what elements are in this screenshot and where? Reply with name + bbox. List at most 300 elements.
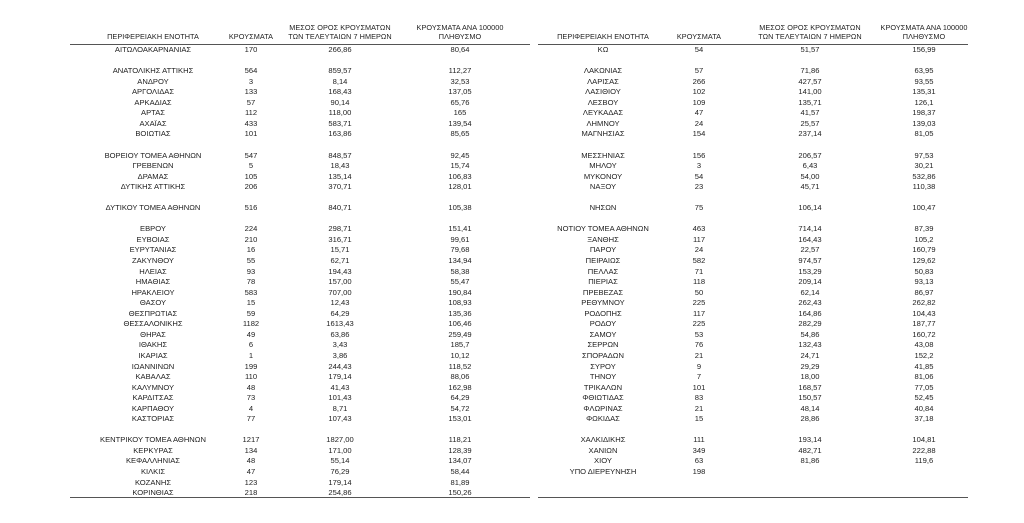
cell-cases: 266 xyxy=(692,76,706,86)
cell-avg7: 25,57 xyxy=(800,118,820,128)
cell-region: ΚΑΡΔΙΤΣΑΣ xyxy=(132,393,174,403)
cell-avg7: 168,43 xyxy=(328,87,352,97)
cell-per100k: 81,06 xyxy=(914,372,934,382)
cell-per100k: 262,82 xyxy=(912,298,936,308)
table-row xyxy=(70,298,530,308)
cell-region: ΙΚΑΡΙΑΣ xyxy=(138,350,168,360)
cell-avg7: 859,57 xyxy=(328,66,352,76)
cell-avg7: 194,43 xyxy=(328,266,352,276)
cell-cases: 547 xyxy=(244,150,258,160)
cell-avg7: 62,14 xyxy=(800,287,820,297)
cell-region: ΓΡΕΒΕΝΩΝ xyxy=(132,161,174,171)
table-row xyxy=(70,362,530,372)
cell-region: ΧΑΛΚΙΔΙΚΗΣ xyxy=(580,435,626,445)
cell-per100k: 156,99 xyxy=(912,45,936,54)
cell-avg7: 18,00 xyxy=(800,372,820,382)
table-row xyxy=(70,383,530,393)
cell-per100k: 160,79 xyxy=(912,245,936,255)
cell-per100k: 108,93 xyxy=(448,298,472,308)
cell-cases: 564 xyxy=(244,66,258,76)
cell-cases: 24 xyxy=(694,245,704,255)
cell-cases: 463 xyxy=(692,224,706,234)
cell-per100k: 77,05 xyxy=(914,382,934,392)
cell-avg7: 62,71 xyxy=(330,256,350,265)
cell-per100k: 97,53 xyxy=(914,150,934,160)
cell-region: ΙΩΑΝΝΙΝΩΝ xyxy=(131,361,175,371)
cell-per100k: 162,98 xyxy=(448,382,472,392)
cell-region: ΔΥΤΙΚΟΥ ΤΟΜΕΑ ΑΘΗΝΩΝ xyxy=(105,203,201,213)
cell-avg7: 262,43 xyxy=(798,298,822,308)
table-row xyxy=(538,224,968,234)
cell-region: ΡΟΔΟΠΗΣ xyxy=(584,308,622,318)
right-table-header xyxy=(538,18,968,45)
cell-cases: 21 xyxy=(694,403,704,413)
cell-avg7: 135,14 xyxy=(328,171,352,181)
cell-cases: 433 xyxy=(244,118,258,128)
table-row xyxy=(538,298,968,308)
cell-cases: 3 xyxy=(248,76,254,86)
cell-per100k: 40,84 xyxy=(914,403,934,413)
cell-region: ΛΕΥΚΑΔΑΣ xyxy=(582,108,624,118)
table-row xyxy=(538,108,968,118)
cell-per100k: 41,85 xyxy=(914,361,934,371)
cell-cases: 77 xyxy=(246,414,256,424)
cell-per100k: 80,64 xyxy=(450,45,470,54)
table-row xyxy=(70,129,530,139)
cell-cases: 1217 xyxy=(242,435,260,445)
table-row xyxy=(70,151,530,161)
cell-cases: 54 xyxy=(694,45,704,54)
cell-region: ΚΑΡΠΑΘΟΥ xyxy=(131,403,175,413)
cell-avg7: 974,57 xyxy=(798,256,822,265)
cell-avg7: 54,00 xyxy=(800,171,820,181)
cell-region: ΛΑΡΙΣΑΣ xyxy=(587,76,619,86)
table-row xyxy=(70,98,530,108)
cell-region: ΔΡΑΜΑΣ xyxy=(137,171,169,181)
cell-per100k: 87,39 xyxy=(914,224,934,234)
cell-cases: 6 xyxy=(248,340,254,350)
table-row xyxy=(70,245,530,255)
cell-per100k: 86,97 xyxy=(914,287,934,297)
cell-cases: 24 xyxy=(694,118,704,128)
cell-avg7: 298,71 xyxy=(328,224,352,234)
cell-cases: 134 xyxy=(244,445,258,455)
table-row xyxy=(70,77,530,87)
table-row xyxy=(70,256,530,266)
cell-cases: 54 xyxy=(694,171,704,181)
table-row xyxy=(70,235,530,245)
table-row xyxy=(538,446,968,456)
cell-per100k: 165 xyxy=(453,108,467,118)
cell-per100k: 85,65 xyxy=(450,129,470,139)
table-row xyxy=(538,235,968,245)
cell-avg7: 76,29 xyxy=(330,467,350,476)
cell-avg7: 168,57 xyxy=(798,382,822,392)
cell-region: ΚΙΛΚΙΣ xyxy=(140,467,166,476)
table-row xyxy=(538,319,968,329)
cell-cases: 47 xyxy=(246,467,256,476)
table-row xyxy=(538,351,968,361)
cell-avg7: 1613,43 xyxy=(326,319,354,329)
table-row xyxy=(70,372,530,382)
cell-per100k: 118,52 xyxy=(448,361,472,371)
table-row xyxy=(538,340,968,350)
right-table-bottom-rule xyxy=(538,497,968,498)
cell-region: ΘΕΣΣΑΛΟΝΙΚΗΣ xyxy=(123,319,183,329)
cell-avg7: 81,86 xyxy=(800,456,820,466)
table-row xyxy=(538,456,968,466)
cell-per100k: 92,45 xyxy=(450,150,470,160)
cell-per100k: 112,27 xyxy=(448,66,472,76)
cell-cases: 5 xyxy=(248,161,254,171)
table-row xyxy=(70,435,530,445)
cell-avg7: 164,86 xyxy=(798,308,822,318)
cell-per100k: 137,05 xyxy=(448,87,472,97)
cell-cases: 210 xyxy=(244,234,258,244)
table-row xyxy=(538,393,968,403)
cell-cases: 50 xyxy=(694,287,704,297)
cell-cases: 48 xyxy=(246,382,256,392)
cell-avg7: 1827,00 xyxy=(326,435,354,445)
cell-region: ΚΑΒΑΛΑΣ xyxy=(135,372,171,382)
cell-cases: 73 xyxy=(246,393,256,403)
table-row xyxy=(538,172,968,182)
cell-region: ΕΒΡΟΥ xyxy=(140,224,166,234)
table-row xyxy=(538,277,968,287)
cell-avg7: 51,57 xyxy=(800,45,820,54)
cell-cases: 101 xyxy=(692,382,706,392)
cell-per100k: 64,29 xyxy=(450,393,470,403)
table-row xyxy=(70,330,530,340)
cell-region: ΚΩ xyxy=(597,45,609,54)
cell-region: ΛΕΣΒΟΥ xyxy=(587,97,619,107)
cell-avg7: 45,71 xyxy=(800,182,820,192)
cell-region: ΘΗΡΑΣ xyxy=(140,329,166,339)
cell-region: ΕΥΡΥΤΑΝΙΑΣ xyxy=(129,245,177,255)
cell-region: ΛΑΚΩΝΙΑΣ xyxy=(583,66,623,76)
cell-region: ΣΕΡΡΩΝ xyxy=(587,340,619,350)
table-row xyxy=(70,288,530,298)
table-row xyxy=(70,161,530,171)
cell-avg7: 282,29 xyxy=(798,319,822,329)
cell-avg7: 22,57 xyxy=(800,245,820,255)
cell-cases: 63 xyxy=(694,456,704,466)
cell-cases: 1182 xyxy=(242,319,260,329)
cell-region: ΒΟΡΕΙΟΥ ΤΟΜΕΑ ΑΘΗΝΩΝ xyxy=(104,150,202,160)
cell-region: ΣΥΡΟΥ xyxy=(590,361,616,371)
cell-per100k: 129,62 xyxy=(912,256,936,265)
cell-region: ΡΕΘΥΜΝΟΥ xyxy=(581,298,625,308)
cell-region: ΛΑΣΙΘΙΟΥ xyxy=(585,87,621,97)
cell-per100k: 81,05 xyxy=(914,129,934,139)
cell-avg7: 3,86 xyxy=(332,350,348,360)
cell-cases: 49 xyxy=(246,329,256,339)
table-row xyxy=(538,98,968,108)
cell-cases: 156 xyxy=(692,150,706,160)
table-row xyxy=(538,467,968,477)
table-row xyxy=(70,351,530,361)
cell-avg7: 41,57 xyxy=(800,108,820,118)
cell-cases: 21 xyxy=(694,350,704,360)
cell-avg7: 163,86 xyxy=(328,129,352,139)
cell-cases: 170 xyxy=(244,45,258,54)
cell-cases: 111 xyxy=(693,435,705,445)
cell-region: ΑΧΑΪΑΣ xyxy=(139,118,167,128)
cell-per100k: 118,21 xyxy=(448,435,472,445)
cell-cases: 57 xyxy=(694,66,704,76)
cell-region: ΚΑΣΤΟΡΙΑΣ xyxy=(131,414,175,424)
cell-per100k: 65,76 xyxy=(450,97,470,107)
cell-region: ΣΠΟΡΑΔΩΝ xyxy=(582,350,624,360)
cell-cases: 583 xyxy=(244,287,258,297)
table-row xyxy=(538,414,968,424)
table-row xyxy=(538,119,968,129)
cell-per100k: 58,44 xyxy=(450,467,470,476)
table-row xyxy=(70,467,530,477)
cell-per100k: 187,77 xyxy=(912,319,936,329)
cell-cases: 123 xyxy=(244,477,258,487)
cell-cases: 154 xyxy=(692,129,706,139)
cell-avg7: 254,86 xyxy=(328,488,352,498)
cell-region: ΠΕΛΛΑΣ xyxy=(587,266,619,276)
cell-region: ΙΘΑΚΗΣ xyxy=(138,340,168,350)
cell-per100k: 81,89 xyxy=(450,477,470,487)
cell-region: ΚΕΡΚΥΡΑΣ xyxy=(133,445,173,455)
cell-avg7: 370,71 xyxy=(328,182,352,192)
cell-per100k: 99,61 xyxy=(450,234,470,244)
cell-region: ΑΝΔΡΟΥ xyxy=(137,76,169,86)
cell-cases: 47 xyxy=(694,108,704,118)
table-row xyxy=(538,435,968,445)
table-row xyxy=(70,224,530,234)
cell-per100k: 135,36 xyxy=(448,308,472,318)
cell-avg7: 71,86 xyxy=(800,66,820,76)
cell-per100k: 58,38 xyxy=(450,266,470,276)
cell-per100k: 126,1 xyxy=(914,97,934,107)
table-row xyxy=(538,362,968,372)
cell-avg7: 206,57 xyxy=(798,150,822,160)
cell-region: ΕΥΒΟΙΑΣ xyxy=(136,234,170,244)
header-avg7: ΜΕΣΟΣ ΟΡΟΣ ΚΡΟΥΣΜΑΤΩΝ ΤΩΝ ΤΕΛΕΥΤΑΙΩΝ 7 ΗΜΕΡΩΝ xyxy=(758,23,862,41)
cell-cases: 15 xyxy=(694,414,704,424)
table-row xyxy=(70,182,530,192)
cell-avg7: 179,14 xyxy=(328,477,352,487)
cell-cases: 9 xyxy=(696,361,702,371)
cell-avg7: 171,00 xyxy=(328,445,352,455)
header-region: ΠΕΡΙΦΕΡΕΙΑΚΗ ΕΝΟΤΗΤΑ xyxy=(557,31,649,41)
table-row xyxy=(538,45,968,55)
cell-cases: 15 xyxy=(246,298,256,308)
table-row xyxy=(538,330,968,340)
cell-per100k: 54,72 xyxy=(450,403,470,413)
table-row xyxy=(70,277,530,287)
header-cases: ΚΡΟΥΣΜΑΤΑ xyxy=(228,31,274,41)
cell-per100k: 105,38 xyxy=(448,203,472,213)
cell-per100k: 63,95 xyxy=(914,66,934,76)
cell-avg7: 707,00 xyxy=(328,287,352,297)
table-row xyxy=(70,108,530,118)
table-row xyxy=(70,66,530,76)
cell-avg7: 55,14 xyxy=(330,456,350,466)
cell-cases: 23 xyxy=(694,182,704,192)
cell-cases: 71 xyxy=(694,266,704,276)
header-per100k: ΚΡΟΥΣΜΑΤΑ ΑΝΑ 100000 ΠΛΗΘΥΣΜΟ xyxy=(880,23,968,41)
cell-avg7: 64,29 xyxy=(330,308,350,318)
cell-cases: 55 xyxy=(246,256,256,265)
cell-per100k: 151,41 xyxy=(448,224,472,234)
cell-region: ΘΑΣΟΥ xyxy=(139,298,167,308)
cell-avg7: 118,00 xyxy=(328,108,352,118)
cell-cases: 78 xyxy=(246,277,256,287)
cell-region: ΚΕΦΑΛΛΗΝΙΑΣ xyxy=(125,456,181,466)
cell-region: ΒΟΙΩΤΙΑΣ xyxy=(135,129,171,139)
cell-region: ΦΘΙΩΤΙΔΑΣ xyxy=(582,393,624,403)
cell-per100k: 79,68 xyxy=(450,245,470,255)
cell-region: ΝΟΤΙΟΥ ΤΟΜΕΑ ΑΘΗΝΩΝ xyxy=(557,224,649,234)
table-row xyxy=(538,404,968,414)
cell-region: ΜΥΚΟΝΟΥ xyxy=(583,171,623,181)
cell-cases: 112 xyxy=(244,108,258,118)
cell-avg7: 141,00 xyxy=(798,87,822,97)
table-row xyxy=(70,203,530,213)
cell-cases: 7 xyxy=(696,372,702,382)
cell-per100k: 10,12 xyxy=(450,350,470,360)
cell-region: ΝΗΣΩΝ xyxy=(589,203,617,213)
cell-per100k: 100,47 xyxy=(912,203,936,213)
table-row xyxy=(538,203,968,213)
cell-region: ΠΡΕΒΕΖΑΣ xyxy=(582,287,624,297)
cell-region: ΔΥΤΙΚΗΣ ΑΤΤΙΚΗΣ xyxy=(120,182,186,192)
cell-cases: 16 xyxy=(246,245,256,255)
cell-cases: 1 xyxy=(248,350,254,360)
table-row xyxy=(70,340,530,350)
header-cases: ΚΡΟΥΣΜΑΤΑ xyxy=(676,31,722,41)
cell-region: ΚΕΝΤΡΙΚΟΥ ΤΟΜΕΑ ΑΘΗΝΩΝ xyxy=(100,435,206,445)
cell-avg7: 48,14 xyxy=(800,403,820,413)
cell-avg7: 29,29 xyxy=(800,361,820,371)
cell-cases: 102 xyxy=(692,87,706,97)
cell-region: ΗΜΑΘΙΑΣ xyxy=(135,277,171,287)
table-row xyxy=(70,172,530,182)
cell-region: ΞΑΝΘΗΣ xyxy=(587,234,619,244)
cell-per100k: 139,03 xyxy=(912,118,936,128)
cell-per100k: 135,31 xyxy=(912,87,936,97)
cell-avg7: 3,43 xyxy=(332,340,348,350)
cell-per100k: 110,38 xyxy=(912,182,936,192)
cell-per100k: 532,86 xyxy=(912,171,936,181)
cell-region: ΤΗΝΟΥ xyxy=(589,372,617,382)
cell-per100k: 43,08 xyxy=(914,340,934,350)
cell-cases: 117 xyxy=(692,234,706,244)
table-row xyxy=(538,182,968,192)
table-row xyxy=(538,383,968,393)
cell-per100k: 152,2 xyxy=(914,350,934,360)
cell-avg7: 132,43 xyxy=(798,340,822,350)
cell-cases: 224 xyxy=(244,224,258,234)
cell-per100k: 198,37 xyxy=(912,108,936,118)
header-region: ΠΕΡΙΦΕΡΕΙΑΚΗ ΕΝΟΤΗΤΑ xyxy=(107,31,199,41)
cell-region: ΠΙΕΡΙΑΣ xyxy=(588,277,618,287)
table-row xyxy=(70,267,530,277)
cell-avg7: 482,71 xyxy=(798,445,822,455)
cell-per100k: 15,74 xyxy=(450,161,470,171)
cell-cases: 110 xyxy=(244,372,258,382)
cell-region: ΑΡΤΑΣ xyxy=(141,108,165,118)
cell-region: ΦΛΩΡΙΝΑΣ xyxy=(583,403,623,413)
cell-avg7: 101,43 xyxy=(328,393,352,403)
cell-cases: 199 xyxy=(244,361,258,371)
cell-cases: 93 xyxy=(246,266,256,276)
cell-per100k: 259,49 xyxy=(448,329,472,339)
cell-region: ΑΡΚΑΔΙΑΣ xyxy=(134,97,172,107)
cell-per100k: 104,43 xyxy=(912,308,936,318)
cell-cases: 582 xyxy=(692,256,706,265)
cell-region: ΥΠΟ ΔΙΕΡΕΥΝΗΣΗ xyxy=(569,467,637,476)
table-row xyxy=(70,119,530,129)
cell-per100k: 153,01 xyxy=(448,414,472,424)
table-row xyxy=(538,66,968,76)
cell-avg7: 135,71 xyxy=(798,97,822,107)
cell-cases: 101 xyxy=(244,129,258,139)
cell-cases: 75 xyxy=(694,203,704,213)
cell-region: ΗΡΑΚΛΕΙΟΥ xyxy=(131,287,175,297)
cell-per100k: 106,83 xyxy=(448,171,472,181)
cell-avg7: 848,57 xyxy=(328,150,352,160)
cell-avg7: 209,14 xyxy=(798,277,822,287)
cell-region: ΣΑΜΟΥ xyxy=(589,329,617,339)
table-row xyxy=(70,45,530,55)
cell-per100k: 52,45 xyxy=(914,393,934,403)
cell-cases: 225 xyxy=(692,319,706,329)
cell-avg7: 237,14 xyxy=(798,129,822,139)
table-row xyxy=(538,372,968,382)
cell-per100k: 185,7 xyxy=(450,340,470,350)
cell-avg7: 41,43 xyxy=(330,382,350,392)
cell-avg7: 90,14 xyxy=(330,97,350,107)
cell-cases: 53 xyxy=(694,329,704,339)
cell-avg7: 8,14 xyxy=(332,76,348,86)
cell-avg7: 193,14 xyxy=(798,435,822,445)
table-row xyxy=(538,129,968,139)
cell-per100k: 88,06 xyxy=(450,372,470,382)
cell-per100k: 106,46 xyxy=(448,319,472,329)
cell-avg7: 107,43 xyxy=(328,414,352,424)
cell-avg7: 316,71 xyxy=(328,234,352,244)
cell-region: ΜΑΓΝΗΣΙΑΣ xyxy=(581,129,625,139)
cell-avg7: 153,29 xyxy=(798,266,822,276)
cell-avg7: 714,14 xyxy=(798,224,822,234)
cell-cases: 105 xyxy=(244,171,258,181)
cell-region: ΑΡΓΟΛΙΔΑΣ xyxy=(131,87,175,97)
cell-avg7: 15,71 xyxy=(330,245,350,255)
cell-avg7: 18,43 xyxy=(330,161,350,171)
cell-per100k: 93,13 xyxy=(914,277,934,287)
cell-cases: 83 xyxy=(694,393,704,403)
cell-per100k: 104,81 xyxy=(912,435,936,445)
cell-cases: 117 xyxy=(692,308,706,318)
cell-avg7: 8,71 xyxy=(332,403,348,413)
cell-region: ΖΑΚΥΝΘΟΥ xyxy=(132,256,174,265)
cell-region: ΜΗΛΟΥ xyxy=(589,161,617,171)
cell-per100k: 55,47 xyxy=(450,277,470,287)
cell-cases: 109 xyxy=(692,97,706,107)
cell-per100k: 134,07 xyxy=(448,456,472,466)
cell-per100k: 190,84 xyxy=(448,287,472,297)
table-row xyxy=(70,478,530,488)
cell-avg7: 106,14 xyxy=(798,203,822,213)
cell-region: ΘΕΣΠΡΩΤΙΑΣ xyxy=(128,308,178,318)
table-row xyxy=(70,309,530,319)
